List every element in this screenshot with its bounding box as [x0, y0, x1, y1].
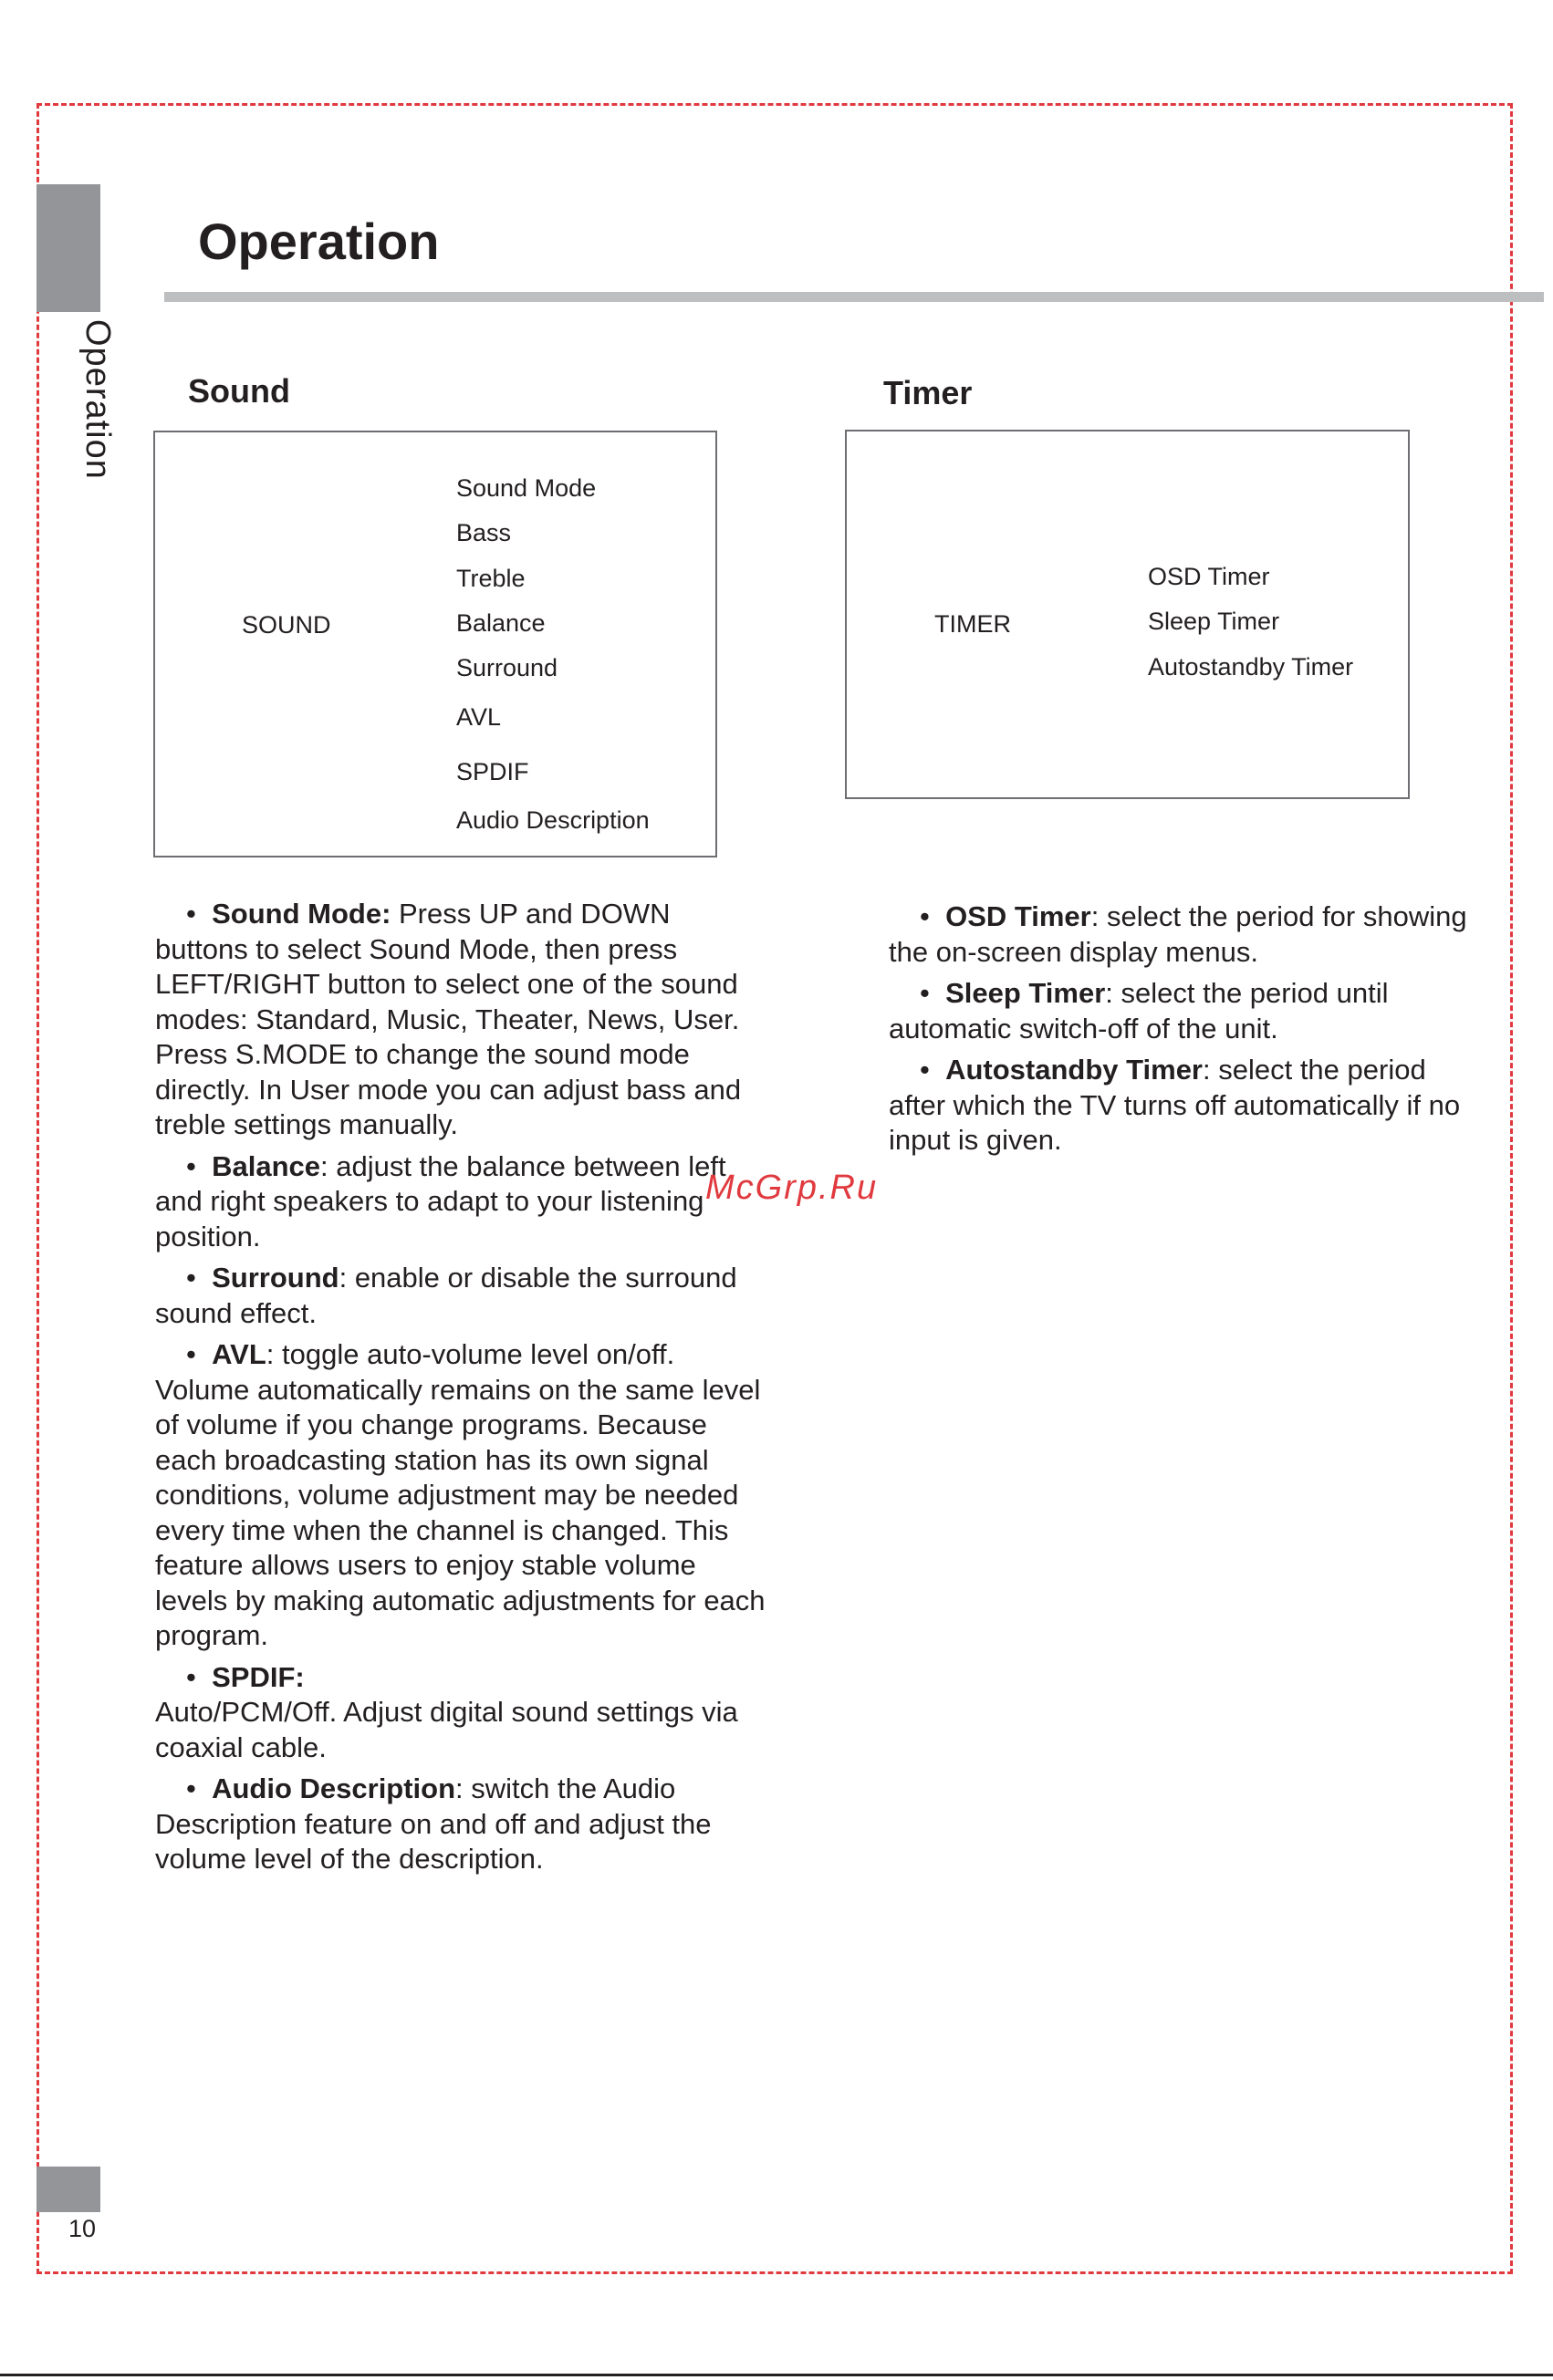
desc-avl: • AVL: toggle auto-volume level on/off. Volume automatically remains on the same level of volume if you change programs. Because each broadcasting station has its own signal conditions, volume adjustment may be needed every time when the channel is changed. This feature allows users to enjoy stable volume levels by making automatic adjustments for each program. [155, 1338, 766, 1651]
desc-autostandby-timer: • Autostandby Timer: select the period after which the TV turns off automatically if no input is given. [889, 1054, 1461, 1156]
bottom-rule [0, 2374, 1553, 2376]
timer-menu-root: TIMER [934, 610, 1011, 638]
menu-item-bass: Bass [456, 519, 512, 546]
desc-balance: • Balance: adjust the balance between left and right speakers to adapt to your listening position. [155, 1149, 726, 1252]
menu-item-sleep-timer: Sleep Timer [1148, 608, 1280, 635]
desc-spdif-text: Auto/PCM/Off. Adjust digital sound settings via coaxial cable. [155, 1696, 738, 1763]
watermark: McGrp.Ru [705, 1169, 879, 1207]
sound-menu-root: SOUND [242, 611, 331, 639]
page-title: Operation [198, 213, 440, 270]
menu-item-sound-mode: Sound Mode [456, 474, 597, 502]
menu-item-avl: AVL [456, 703, 502, 731]
title-rule [164, 292, 1544, 302]
menu-item-spdif: SPDIF [456, 758, 529, 785]
sound-descriptions [155, 897, 766, 1884]
menu-item-audio-description: Audio Description [456, 806, 650, 834]
menu-item-surround: Surround [456, 654, 558, 681]
menu-item-autostandby-timer: Autostandby Timer [1148, 653, 1354, 681]
timer-descriptions [889, 899, 1473, 1165]
desc-spdif: • SPDIF: [186, 1660, 305, 1693]
menu-item-treble: Treble [456, 565, 526, 592]
timer-heading: Timer [883, 374, 973, 411]
menu-item-balance: Balance [456, 609, 546, 637]
side-tab [36, 184, 100, 312]
timer-menu-box [845, 430, 1410, 799]
menu-item-osd-timer: OSD Timer [1148, 563, 1270, 590]
desc-osd-timer: • OSD Timer: select the period for showing the on-screen display menus. [889, 900, 1467, 968]
desc-sleep-timer: • Sleep Timer: select the period until automatic switch-off of the unit. [889, 977, 1389, 1044]
sound-menu-box [153, 431, 717, 857]
footer-tab [36, 2167, 100, 2212]
desc-sound-mode: • Sound Mode: Press UP and DOWN buttons to select Sound Mode, then press LEFT/RIGHT button to select one of the sound modes: Standard, Music, Theater, News, User. Press S.MODE to change the sound mode directly. In User mode you can adjust bass and treble settings manually. [155, 898, 742, 1140]
desc-audio-description: • Audio Description: switch the Audio Description feature on and off and adjust the volume level of the description. [155, 1772, 712, 1875]
side-label: Operation [78, 319, 117, 480]
desc-surround: • Surround: enable or disable the surround sound effect. [155, 1262, 737, 1329]
page-number: 10 [68, 2215, 97, 2242]
sound-heading: Sound [188, 372, 290, 410]
